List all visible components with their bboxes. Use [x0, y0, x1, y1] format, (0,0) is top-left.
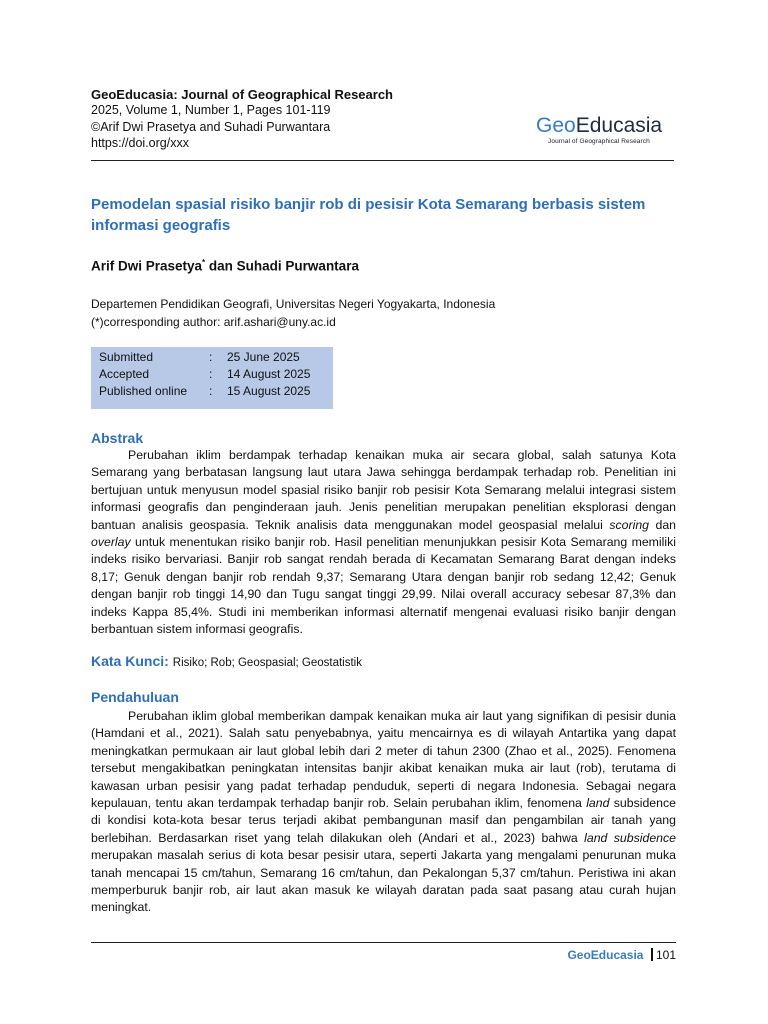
footer-divider — [91, 942, 676, 943]
footer-separator — [651, 948, 653, 961]
dates-box — [91, 347, 333, 409]
affiliation: Departemen Pendidikan Geografi, Universitas Negeri Yogyakarta, Indonesia — [91, 297, 496, 311]
page-number: 101 — [655, 948, 676, 962]
abstract-term-scoring: scoring — [609, 517, 650, 532]
header-divider — [91, 160, 674, 161]
intro-part-3: merupakan masalah serius di kota besar pesisir utara, seperti Jakarta yang mengalami penurunan muka tanah mencapai 15 cm/tahun, Semarang 16 cm/tahun, dan Pekalongan 5,37 cm/tahun. Peristiwa ini akan memperburuk banjir rob, air laut akan masuk ke wilayah daratan pada saat pasang atau curah hujan meningkat. — [91, 848, 676, 915]
date-value: 14 August 2025 — [227, 367, 311, 381]
keywords — [91, 653, 362, 671]
logo-geo: Geo — [536, 114, 576, 137]
journal-name: GeoEducasia: Journal of Geographical Research — [91, 87, 393, 102]
copyright-line: ©Arif Dwi Prasetya and Suhadi Purwantara — [91, 120, 331, 134]
journal-logo — [536, 114, 676, 145]
article-title: Pemodelan spasial risiko banjir rob di pesisir Kota Semarang berbasis sistem informasi geografis — [91, 196, 646, 234]
abstract-term-overlay: overlay — [91, 535, 131, 550]
author-line — [91, 258, 359, 274]
intro-part-1: Perubahan iklim global memberikan dampak kenaikan muka air laut yang signifikan di pesisir dunia (Hamdani et al., 2021). Salah satu penyebabnya, yaitu mencairnya es di wilayah Antartika yang dapat meningkatkan permukaan air laut global lebih dari 2 meter di tahun 2300 (Zhao et al., 2025). Fenomena tersebut mengakibatkan peningkatan intensitas banjir akibat kenaikan muka air laut (rob), terutama di kawasan urban pesisir yang padat terhadap penduduk, seperti di negara Indonesia. Sebagai negara kepulauan, tentu akan terdampak terhadap banjir rob. Selain perubahan iklim, fenomena — [91, 709, 676, 811]
corresponding-author: (*)corresponding author: arif.ashari@uny.ac.id — [91, 315, 336, 329]
keywords-label: Kata Kunci: — [91, 653, 169, 669]
footer-journal: GeoEducasia — [567, 948, 644, 962]
page-footer — [567, 948, 676, 962]
intro-heading: Pendahuluan — [91, 689, 179, 705]
doi-link[interactable]: https://doi.org/xxx — [91, 136, 189, 150]
corresponding-mark: * — [202, 258, 206, 267]
date-label: Published online — [99, 384, 188, 398]
author-1: Arif Dwi Prasetya — [91, 258, 203, 274]
issue-info: 2025, Volume 1, Number 1, Pages 101-119 — [91, 103, 331, 117]
abstract-text — [91, 447, 676, 638]
date-value: 25 June 2025 — [227, 350, 300, 364]
date-value: 15 August 2025 — [227, 384, 311, 398]
intro-term-land: land — [586, 796, 610, 811]
affiliation-block — [91, 295, 495, 331]
date-separator: : — [209, 367, 213, 381]
logo-subtitle: Journal of Geographical Research — [548, 138, 650, 145]
abstract-part-1: Perubahan iklim berdampak terhadap kenaikan muka air secara global, salah satunya Kota Semarang yang berbatasan langsung laut utara Jawa sehingga berdampak terhadap rob. Penelitian ini bertujuan untuk menyusun model spasial risiko banjir rob pesisir Kota Semarang melalui integrasi sistem informasi geografis dan penginderaan jauh. Jenis penelitian merupakan penelitian eksplorasi dengan bantuan analisis geospasia. Teknik analisis data menggunakan model geospasial melalui — [91, 448, 676, 532]
abstract-conjunction: dan — [649, 517, 676, 532]
date-label: Submitted — [99, 350, 154, 364]
intro-term-land-subsidence: land subsidence — [584, 830, 676, 845]
keywords-value: Risiko; Rob; Geospasial; Geostatistik — [172, 657, 362, 669]
abstract-part-2: untuk menentukan risiko banjir rob. Hasil penelitian menunjukkan pesisir Kota Semarang memiliki indeks risiko bervariasi. Banjir rob sangat rendah berada di Kecamatan Semarang Barat dengan indeks 8,17; Genuk dengan banjir rob rendah 9,37; Semarang Utara dengan banjir rob sedang 12,42; Genuk dengan banjir rob tinggi 14,90 dan Tugu sangat tinggi 29,99. Nilai overall accuracy sebesar 87,3% dan indeks Kappa 85,4%. Studi ini memberikan informasi alternatif mengenai evaluasi risiko banjir dengan berbantuan sistem informasi geografis. — [91, 535, 676, 637]
date-label: Accepted — [99, 367, 150, 381]
author-2: dan Suhadi Purwantara — [205, 258, 359, 274]
abstract-heading: Abstrak — [91, 430, 144, 446]
date-separator: : — [209, 384, 213, 398]
intro-part-2: subsidence di kondisi kota-kota besar terus terjadi akibat pembangunan masif dan pengambilan air tanah yang berlebihan. Berdasarkan riset yang telah dilakukan oleh (Andari et al., 2023) bahwa — [91, 796, 676, 845]
intro-text — [91, 708, 676, 917]
logo-educasia: Educasia — [575, 114, 663, 137]
date-separator: : — [209, 350, 213, 364]
